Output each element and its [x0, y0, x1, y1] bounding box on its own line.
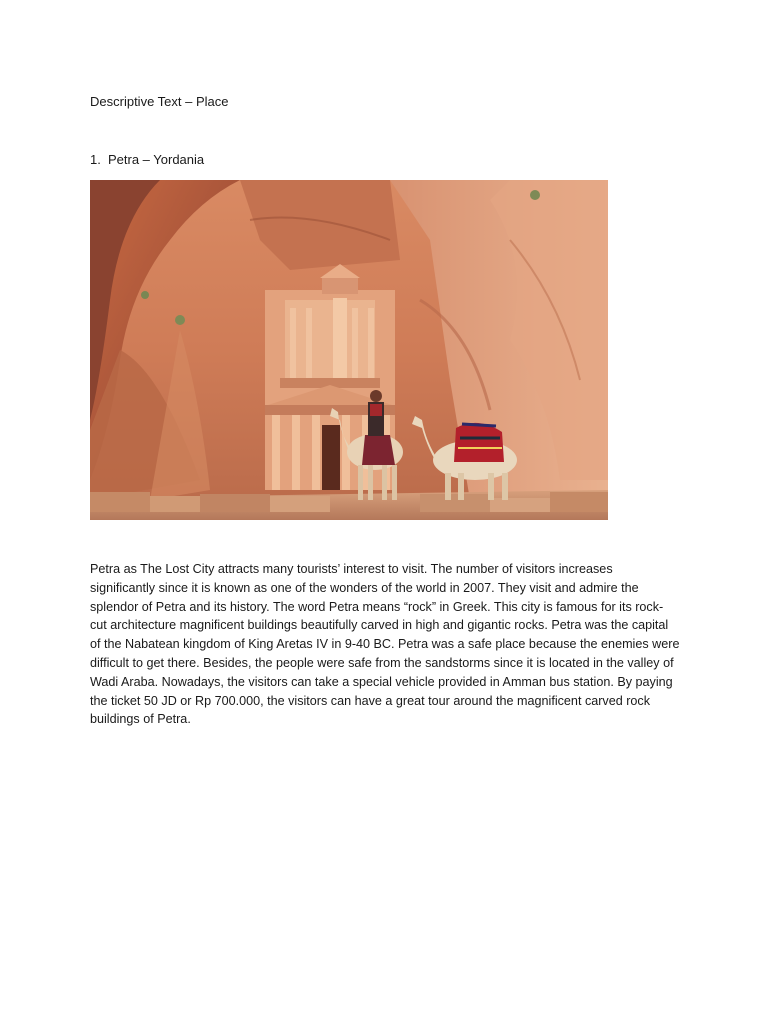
section-heading-text: Petra – Yordania — [108, 152, 205, 167]
petra-photo — [90, 180, 608, 520]
section-number: 1. — [90, 152, 101, 167]
body-paragraph: Petra as The Lost City attracts many tourists’ interest to visit. The number of visitors increases significantly since it is known as one of the wonders of the world in 2007. They visit and admire the splendor of Petra and its history. The word Petra means “rock” in Greek. This city is famous for its rock-cut architecture magnificent buildings beautifully carved in high and gigantic rocks. Petra was the capital of the Nabatean kingdom of King Aretas IV in 9-40 BC. Petra was a safe place because the enemies were difficult to get there. Besides, the people were safe from the sandstorms since it is located in the valley of Wadi Araba. Nowadays, the visitors can take a special vehicle provided in Amman bus station. By paying the ticket 50 JD or Rp 700.000, the visitors can have a great tour around the magnificent carved rock buildings of Petra. — [90, 562, 680, 727]
document-title: Descriptive Text – Place — [90, 94, 229, 109]
petra-photo-illustration — [90, 180, 608, 520]
section-heading — [90, 152, 204, 168]
